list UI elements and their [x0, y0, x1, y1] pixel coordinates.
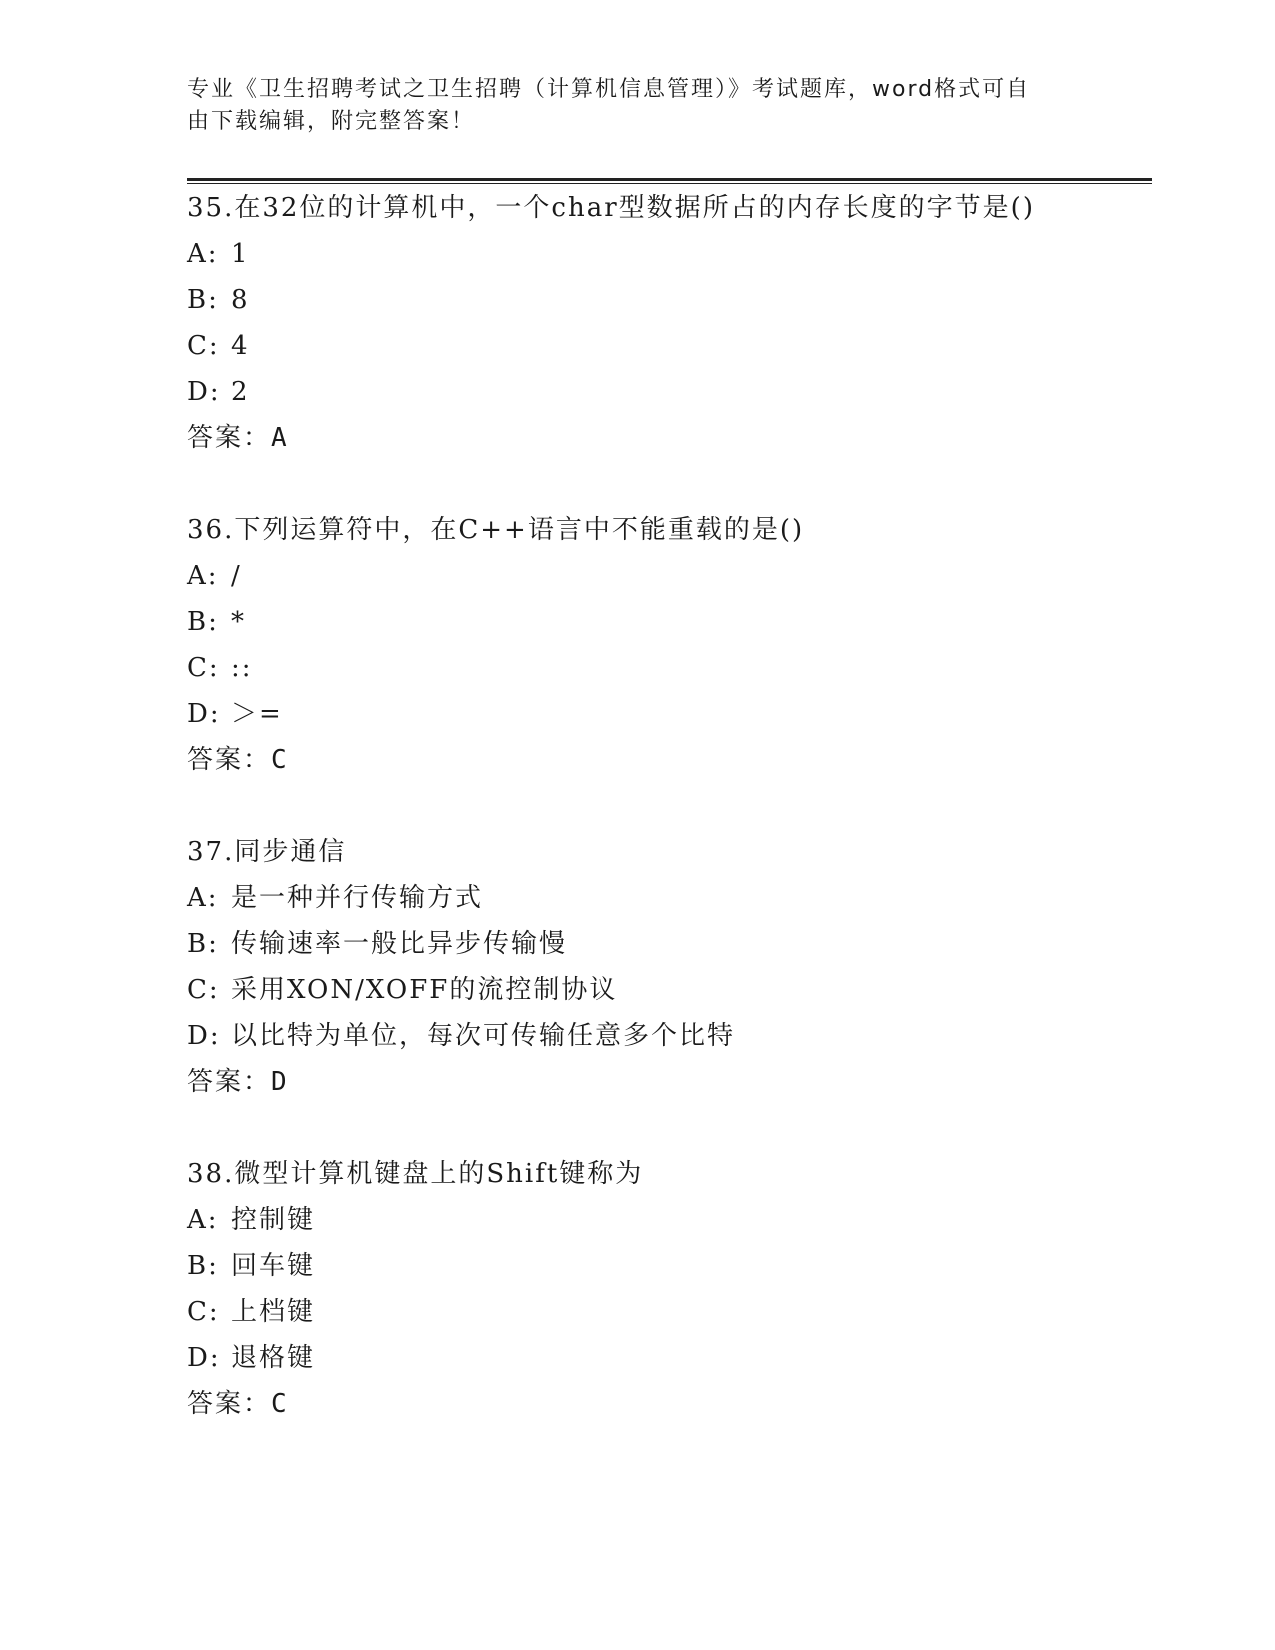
option-text: ＞=	[231, 699, 283, 729]
option-key: D:	[187, 1343, 221, 1373]
answer-line	[187, 415, 1147, 461]
option-key: A:	[187, 1205, 219, 1235]
option-b	[187, 921, 1147, 967]
option-text: 传输速率一般比异步传输慢	[231, 929, 568, 959]
option-a	[187, 553, 1147, 599]
answer-label: 答案：	[187, 1389, 272, 1419]
option-key: A:	[187, 883, 219, 913]
option-key: B:	[187, 285, 219, 315]
answer-value: C	[271, 745, 289, 775]
option-text: 退格键	[231, 1343, 316, 1373]
option-a	[187, 231, 1147, 277]
option-text: 2	[231, 377, 250, 407]
option-text: 以比特为单位，每次可传输任意多个比特	[231, 1021, 736, 1051]
answer-line	[187, 737, 1147, 783]
option-key: B:	[187, 607, 219, 637]
header-line-1: 专业《卫生招聘考试之卫生招聘（计算机信息管理）》考试题库，word格式可自	[187, 77, 1031, 102]
option-text: 8	[231, 285, 250, 315]
option-d	[187, 691, 1147, 737]
document-header	[187, 74, 1067, 138]
question-35	[187, 185, 1147, 461]
option-key: A:	[187, 561, 219, 591]
option-a	[187, 1197, 1147, 1243]
answer-value: C	[271, 1389, 289, 1419]
option-text: 4	[231, 331, 250, 361]
option-key: C:	[187, 1297, 220, 1327]
option-key: B:	[187, 1251, 219, 1281]
header-divider-thin	[187, 183, 1152, 184]
answer-value: D	[271, 1067, 289, 1097]
option-text: 是一种并行传输方式	[231, 883, 484, 913]
option-text: 控制键	[231, 1205, 316, 1235]
option-key: B:	[187, 929, 219, 959]
option-text: /	[231, 561, 242, 591]
answer-value: A	[271, 423, 289, 453]
option-text: 回车键	[231, 1251, 316, 1281]
option-c	[187, 323, 1147, 369]
question-36	[187, 507, 1147, 783]
question-title: 36.下列运算符中，在C++语言中不能重载的是()	[187, 515, 805, 545]
option-b	[187, 277, 1147, 323]
option-key: D:	[187, 377, 221, 407]
option-c	[187, 645, 1147, 691]
option-a	[187, 875, 1147, 921]
option-d	[187, 1335, 1147, 1381]
question-37	[187, 829, 1147, 1105]
option-d	[187, 1013, 1147, 1059]
header-line-2: 由下载编辑，附完整答案！	[187, 109, 476, 134]
option-key: D:	[187, 699, 221, 729]
question-38	[187, 1151, 1147, 1427]
option-c	[187, 1289, 1147, 1335]
option-b	[187, 1243, 1147, 1289]
answer-line	[187, 1381, 1147, 1427]
option-key: C:	[187, 331, 220, 361]
option-b	[187, 599, 1147, 645]
option-text: ::	[231, 653, 253, 683]
answer-label: 答案：	[187, 745, 272, 775]
question-title: 35.在32位的计算机中，一个char型数据所占的内存长度的字节是()	[187, 193, 1035, 223]
option-text: 上档键	[231, 1297, 316, 1327]
option-key: A:	[187, 239, 219, 269]
option-text: 采用XON/XOFF的流控制协议	[231, 975, 618, 1005]
header-divider-thick	[187, 178, 1152, 181]
answer-label: 答案：	[187, 1067, 272, 1097]
option-text: 1	[231, 239, 250, 269]
option-text: *	[231, 607, 246, 637]
question-title: 38.微型计算机键盘上的Shift键称为	[187, 1159, 644, 1189]
option-key: D:	[187, 1021, 221, 1051]
answer-label: 答案：	[187, 423, 272, 453]
option-key: C:	[187, 653, 220, 683]
option-key: C:	[187, 975, 220, 1005]
option-c	[187, 967, 1147, 1013]
question-title: 37.同步通信	[187, 837, 347, 867]
answer-line	[187, 1059, 1147, 1105]
option-d	[187, 369, 1147, 415]
